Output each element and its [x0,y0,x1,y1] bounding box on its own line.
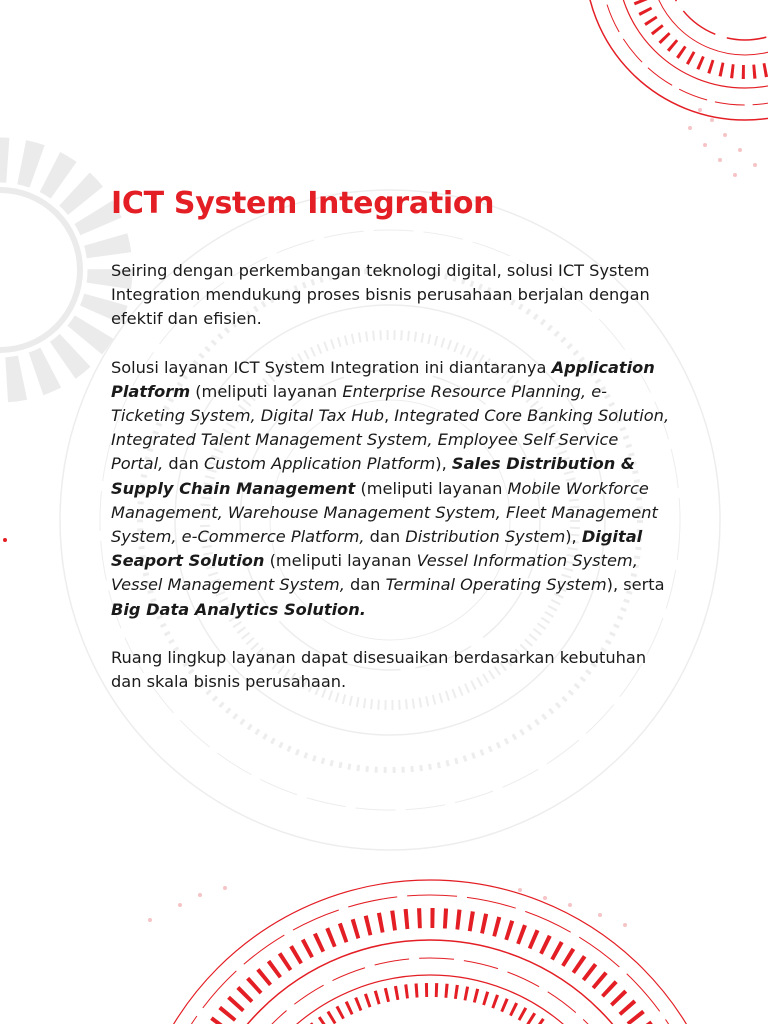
services-text-segment: dan [364,527,406,547]
services-text-segment: Terminal Operating System [385,575,607,595]
services-text-segment: Big Data Analytics Solution. [111,599,366,619]
services-text-segment: Integrated Core Banking Solution, Integrated Talent Management System, Employee Self Service Portal, [111,406,670,474]
content-area [111,186,671,718]
services-text-segment: Distribution System [405,527,566,547]
services-text-segment: Vessel Information System, Vessel Management System, [111,551,638,595]
services-text-segment: Solusi layanan ICT System Integration ini diantaranya [111,357,552,377]
page-title: ICT System Integration [111,186,495,221]
services-text-segment: (meliputi layanan [190,381,343,401]
services-text-segment: (meliputi layanan [264,551,417,571]
services-text-segment: dan [344,575,386,595]
services-text-segment: ), [435,454,452,474]
scope-paragraph: Ruang lingkup layanan dapat disesuaikan berdasarkan kebutuhan dan skala bisnis perusahaan. [111,647,647,692]
services-text-segment: Sales Distribution & Supply Chain Management [111,454,635,498]
services-text-segment: Custom Application Platform [203,454,436,474]
services-text-segment: Enterprise Resource Planning, e-Ticketing System, Digital Tax Hub [111,381,608,426]
gray-gear-decoration [0,160,110,380]
services-text-segment: ), [565,527,582,547]
services-text-segment: Digital Seaport Solution [111,527,643,571]
intro-paragraph: Seiring dengan perkembangan teknologi digital, solusi ICT System Integration mendukung proses bisnis perusahaan berjalan dengan efektif dan efisien. [111,261,650,329]
services-text-segment: Mobile Workforce Management, Warehouse Management System, Fleet Management System, e-Commerce Platform, [111,478,658,547]
services-paragraph [111,356,671,622]
red-ring-top-right [585,0,768,120]
services-text-segment: (meliputi layanan [355,478,508,498]
red-ring-bottom [130,880,730,1024]
services-text-segment: , [383,406,395,426]
services-text-segment: dan [163,454,204,474]
services-text-segment: Application Platform [111,357,655,401]
services-text-segment: ), serta [606,575,665,595]
